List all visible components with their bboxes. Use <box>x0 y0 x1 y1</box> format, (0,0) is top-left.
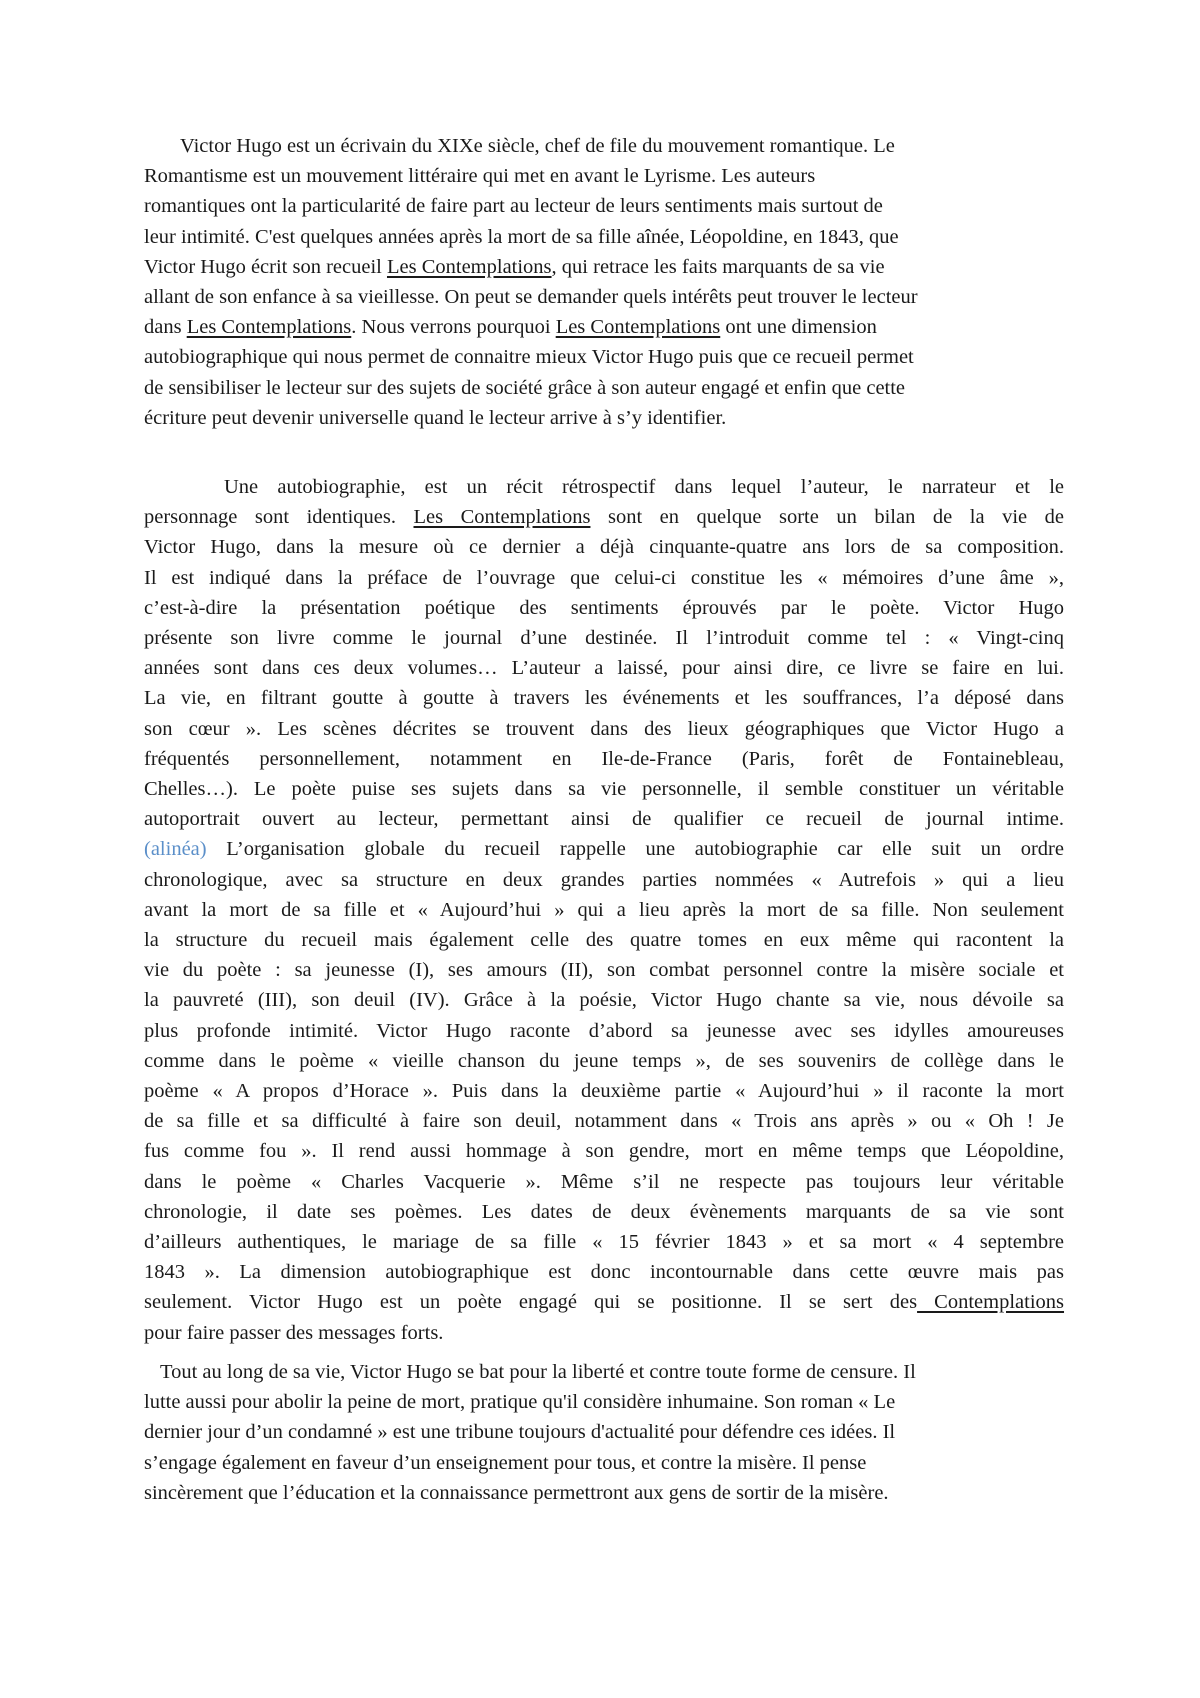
text-run: 1843 ». La dimension autobiographique est donc incontournable dans cette œuvre mais pas <box>144 1261 1064 1284</box>
text-run: dans le poème « Charles Vacquerie ». Même s’il ne respecte pas toujours leur véritable <box>144 1170 1064 1193</box>
text-line <box>144 403 1044 433</box>
text-line <box>144 252 1044 282</box>
text-line <box>144 502 1064 532</box>
text-run: d’ailleurs authentiques, le mariage de sa fille « 15 février 1843 » et sa mort « 4 septembre <box>144 1231 1064 1254</box>
text-run: fréquentés personnellement, notamment en Ile-de-France (Paris, forêt de Fontainebleau, <box>144 747 1064 770</box>
text-line <box>144 1318 1064 1348</box>
text-run: la structure du recueil mais également celle des quatre tomes en eux même qui racontent la <box>144 929 1064 952</box>
text-line <box>144 1106 1064 1136</box>
text-line <box>144 131 1044 161</box>
book-title: Les Contemplations <box>186 316 352 339</box>
book-title: Les Contemplations <box>413 506 591 529</box>
text-run: écriture peut devenir universelle quand le lecteur arrive à s’y identifier. <box>144 406 727 429</box>
text-run: seulement. Victor Hugo est un poète engagé qui se positionne. Il se sert des <box>144 1291 918 1314</box>
text-run: La vie, en filtrant goutte à goutte à travers les événements et les souffrances, l’a déposé dans <box>144 687 1064 710</box>
text-run: Victor Hugo écrit son recueil <box>144 255 387 278</box>
text-run: de sensibiliser le lecteur sur des sujets de société grâce à son auteur engagé et enfin que cette <box>144 376 906 399</box>
paragraph-autobiography <box>144 472 1064 1348</box>
text-run: dans <box>144 316 187 339</box>
text-run: son cœur ». Les scènes décrites se trouvent dans des lieux géographiques que Victor Hugo a <box>144 717 1064 740</box>
text-line <box>144 925 1064 955</box>
text-run: fus comme fou ». Il rend aussi hommage à son gendre, mort en même temps que Léopoldine, <box>144 1140 1064 1163</box>
text-line <box>144 161 1044 191</box>
text-line <box>144 683 1064 713</box>
text-line <box>144 312 1044 342</box>
text-run: vie du poète : sa jeunesse (I), ses amours (II), son combat personnel contre la misère sociale et <box>144 959 1064 982</box>
text-run: allant de son enfance à sa vieillesse. On peut se demander quels intérêts peut trouver le lecteur <box>144 286 918 309</box>
text-run: Romantisme est un mouvement littéraire qui met en avant le Lyrisme. Les auteurs <box>144 165 816 188</box>
text-line <box>144 955 1064 985</box>
text-line <box>144 1417 1044 1447</box>
text-line <box>144 653 1064 683</box>
text-run: Victor Hugo est un écrivain du XIXe siècle, chef de file du mouvement romantique. Le <box>180 135 895 157</box>
text-run: autobiographique qui nous permet de connaitre mieux Victor Hugo puis que ce recueil permet <box>144 346 914 369</box>
text-run: Chelles…). Le poète puise ses sujets dans sa vie personnelle, il semble constituer un véritable <box>144 778 1064 801</box>
text-run: dernier jour d’un condamné » est une tribune toujours d'actualité pour défendre ces idées. Il <box>144 1421 896 1444</box>
text-run: c’est-à-dire la présentation poétique des sentiments éprouvés par le poète. Victor Hugo <box>144 596 1064 619</box>
text-line <box>144 1227 1064 1257</box>
text-run: personnage sont identiques. <box>144 506 414 529</box>
text-line <box>144 282 1044 312</box>
text-run: pour faire passer des messages forts. <box>144 1321 444 1344</box>
text-run: . Nous verrons pourquoi <box>351 316 556 339</box>
text-line <box>144 342 1044 372</box>
text-run: romantiques ont la particularité de faire part au lecteur de leurs sentiments mais surtout de <box>144 195 883 218</box>
text-run: comme dans le poème « vieille chanson du jeune temps », de ses souvenirs de collège dans le <box>144 1049 1064 1072</box>
text-run: ont une dimension <box>720 316 877 339</box>
text-run: présente son livre comme le journal d’une destinée. Il l’introduit comme tel : « Vingt-cinq <box>144 627 1064 650</box>
text-run: sont en quelque sorte un bilan de la vie de <box>590 506 1064 529</box>
text-run: Tout au long de sa vie, Victor Hugo se bat pour la liberté et contre toute forme de censure. Il <box>160 1361 916 1383</box>
paragraph-engagement <box>144 1357 1044 1508</box>
text-line <box>144 985 1064 1015</box>
text-run: plus profonde intimité. Victor Hugo raconte d’abord sa jeunesse avec ses idylles amoureuses <box>144 1019 1064 1042</box>
text-run: Il est indiqué dans la préface de l’ouvrage que celui-ci constitue les « mémoires d’une âme », <box>144 566 1064 589</box>
text-line <box>144 865 1064 895</box>
text-line <box>144 774 1064 804</box>
text-line <box>144 1448 1044 1478</box>
text-run: chronologie, il date ses poèmes. Les dates de deux évènements marquants de sa vie sont <box>144 1200 1064 1223</box>
text-line <box>144 1076 1064 1106</box>
text-run: , qui retrace les faits marquants de sa vie <box>551 255 885 278</box>
text-run: avant la mort de sa fille et « Aujourd’hui » qui a lieu après la mort de sa fille. Non seulement <box>144 898 1064 921</box>
text-line <box>144 472 1064 502</box>
text-line <box>144 623 1064 653</box>
book-title: Les Contemplations <box>555 316 721 339</box>
text-line <box>144 563 1064 593</box>
text-line <box>144 1167 1064 1197</box>
text-run: Victor Hugo, dans la mesure où ce dernier a déjà cinquante-quatre ans lors de sa composition. <box>144 536 1064 559</box>
text-run: lutte aussi pour abolir la peine de mort, pratique qu'il considère inhumaine. Son roman « Le <box>144 1391 896 1414</box>
text-line <box>144 1197 1064 1227</box>
text-line <box>144 895 1064 925</box>
text-line <box>144 1357 1044 1387</box>
text-run: années sont dans ces deux volumes… L’auteur a laissé, pour ainsi dire, ce livre se faire en lui. <box>144 657 1064 680</box>
book-title: Contemplations <box>917 1291 1065 1314</box>
text-line <box>144 834 1064 864</box>
text-run: autoportrait ouvert au lecteur, permettant ainsi de qualifier ce recueil de journal intime. <box>144 808 1064 831</box>
text-line <box>144 593 1064 623</box>
text-line <box>144 191 1044 221</box>
paragraph-introduction <box>144 131 1044 433</box>
text-line <box>144 1046 1064 1076</box>
text-line <box>144 222 1044 252</box>
text-run: la pauvreté (III), son deuil (IV). Grâce à la poésie, Victor Hugo chante sa vie, nous dévoile sa <box>144 989 1064 1012</box>
text-line <box>144 744 1064 774</box>
text-run: Une autobiographie, est un récit rétrospectif dans lequel l’auteur, le narrateur et le <box>224 476 1064 498</box>
text-run: leur intimité. C'est quelques années après la mort de sa fille aînée, Léopoldine, en 1843, que <box>144 225 899 248</box>
annotation-alinea: (alinéa) <box>144 838 207 861</box>
text-line <box>144 1136 1064 1166</box>
text-run: chronologique, avec sa structure en deux grandes parties nommées « Autrefois » qui a lieu <box>144 868 1064 891</box>
text-line <box>144 1016 1064 1046</box>
text-run: sincèrement que l’éducation et la connaissance permettront aux gens de sortir de la misère. <box>144 1481 889 1504</box>
book-title: Les Contemplations <box>386 255 552 278</box>
text-line <box>144 1287 1064 1317</box>
text-line <box>144 373 1044 403</box>
text-run: poème « A propos d’Horace ». Puis dans la deuxième partie « Aujourd’hui » il raconte la mort <box>144 1080 1064 1103</box>
text-line <box>144 1257 1064 1287</box>
text-line <box>144 714 1064 744</box>
text-line <box>144 532 1064 562</box>
text-line <box>144 1387 1044 1417</box>
text-line <box>144 1478 1044 1508</box>
text-run: L’organisation globale du recueil rappelle une autobiographie car elle suit un ordre <box>206 838 1064 861</box>
text-line <box>144 804 1064 834</box>
text-run: de sa fille et sa difficulté à faire son deuil, notamment dans « Trois ans après » ou « Oh ! Je <box>144 1110 1064 1133</box>
text-run: s’engage également en faveur d’un enseignement pour tous, et contre la misère. Il pense <box>144 1451 867 1474</box>
